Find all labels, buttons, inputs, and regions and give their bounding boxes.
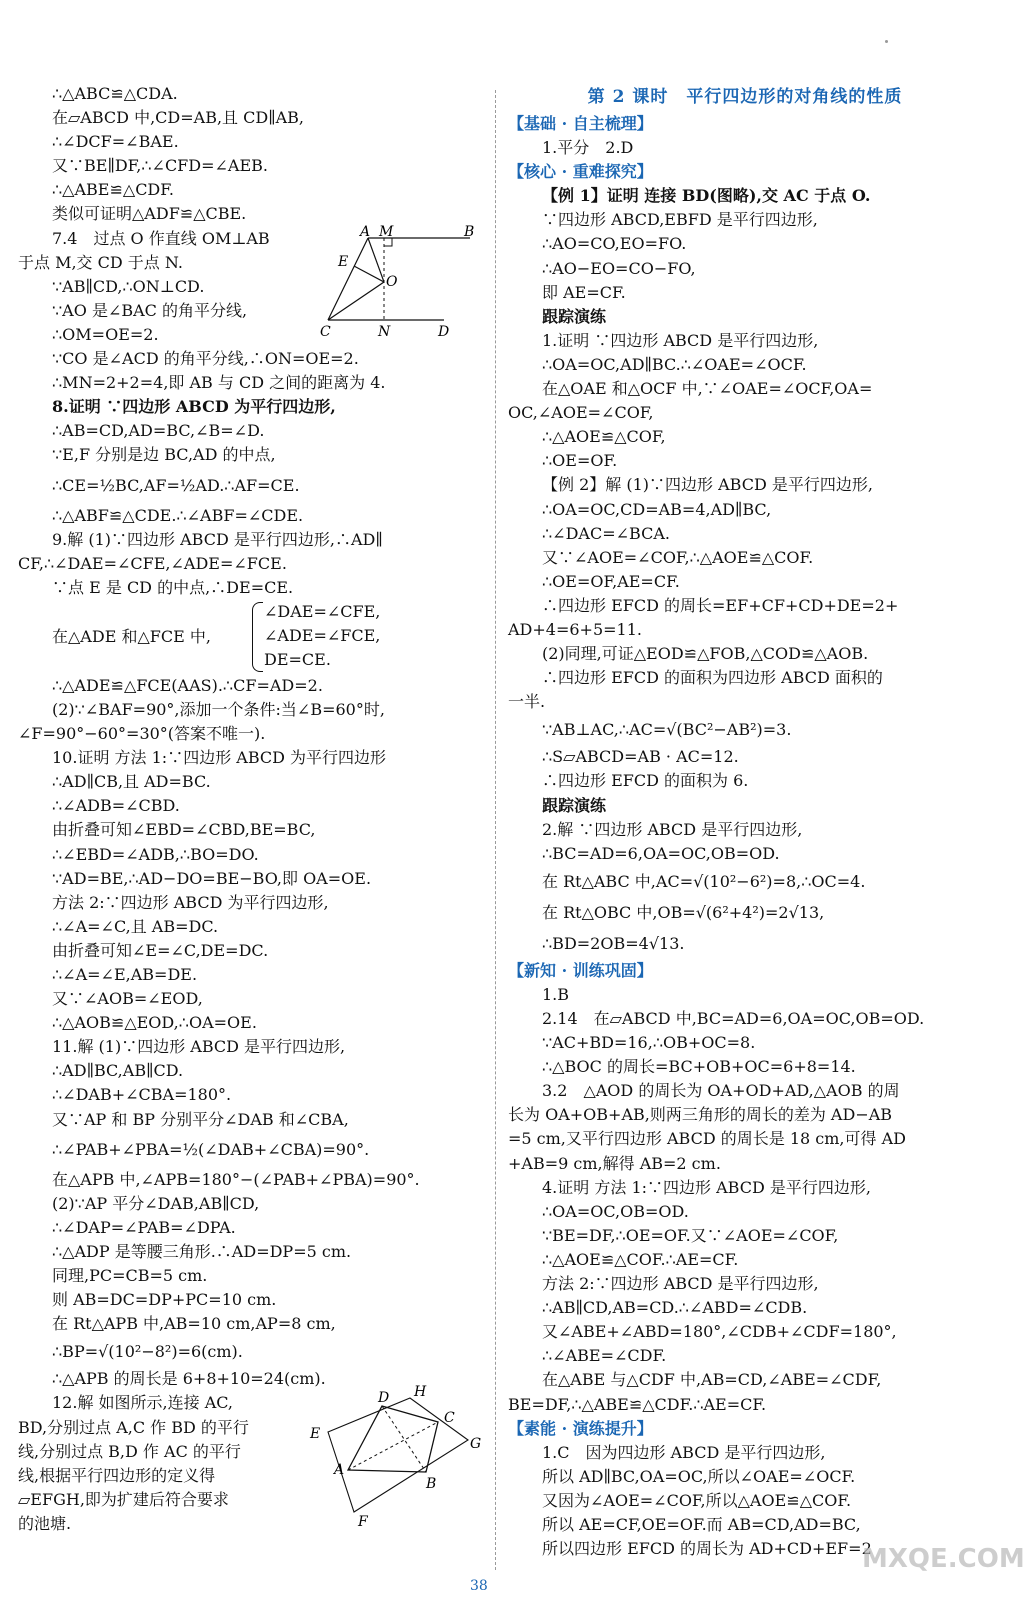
text-line: 线,分别过点 B,D 作 AC 的平行 <box>18 1441 241 1461</box>
section-heading: 【素能 · 演练提升】 <box>508 1418 653 1438</box>
text-line: ∴△AOB≌△EOD,∴OA=OE. <box>52 1013 257 1033</box>
point-label: D <box>438 324 450 340</box>
text-line: ∴AD∥BC,AB∥CD. <box>52 1061 184 1081</box>
text-line: ∴OA=OC,OB=OD. <box>542 1201 689 1221</box>
text-line: 在 Rt△APB 中,AB=10 cm,AP=8 cm, <box>52 1314 336 1334</box>
text-line: ∴∠PAB+∠PBA=½(∠DAB+∠CBA)=90°. <box>52 1139 370 1159</box>
text-line: 2.解 ∵四边形 ABCD 是平行四边形, <box>542 819 803 839</box>
text-line: =5 cm,又平行四边形 ABCD 的周长是 18 cm,可得 AD <box>508 1129 906 1149</box>
point-label: N <box>378 324 391 340</box>
text-line: (2)同理,可证△EOD≌△FOB,△COD≌△AOB. <box>542 644 869 664</box>
text-line: AD+4=6+5=11. <box>508 619 642 639</box>
text-line: ∵AB⊥AC,∴AC=√(BC²−AB²)=3. <box>542 720 792 740</box>
right-column <box>508 82 982 1561</box>
text-line: 所以 AD∥BC,OA=OC,所以∠OAE=∠OCF. <box>542 1466 856 1486</box>
text-line: ∴四边形 EFCD 的周长=EF+CF+CD+DE=2+ <box>542 595 899 615</box>
text-line: ∴∠ADB=∠CBD. <box>52 796 180 816</box>
text-line: ∴CE=½BC,AF=½AD.∴AF=CE. <box>52 475 300 495</box>
text-line: 即 AE=CF. <box>542 282 626 302</box>
text-line: 方法 2:∵四边形 ABCD 是平行四边形, <box>542 1274 819 1294</box>
brace-symbol <box>252 602 263 672</box>
text-line: ∴∠EBD=∠ADB,∴BO=DO. <box>52 844 259 864</box>
point-label: F <box>358 1514 368 1530</box>
text-line: 在▱ABCD 中,CD=AB,且 CD∥AB, <box>52 108 304 128</box>
point-label: E <box>338 254 349 270</box>
text-line: ∵AC+BD=16,∴OB+OC=8. <box>542 1033 756 1053</box>
text-line: 1.B <box>542 984 570 1004</box>
brace-row: DE=CE. <box>264 649 331 669</box>
text-line: ∴OA=OC,AD∥BC.∴∠OAE=∠OCF. <box>542 354 807 374</box>
text-line: +AB=9 cm,解得 AB=2 cm. <box>508 1153 721 1173</box>
text-line: ▱EFGH,即为扩建后符合要求 <box>18 1489 229 1509</box>
text-line: OC,∠AOE=∠COF, <box>508 403 654 423</box>
text-line: ∴MN=2+2=4,即 AB 与 CD 之间的距离为 4. <box>52 373 386 393</box>
text-line: ∴OE=OF. <box>542 451 618 471</box>
example-2-line: 【例 2】解 (1)∵四边形 ABCD 是平行四边形, <box>542 475 873 495</box>
text-line: 方法 2:∵四边形 ABCD 为平行四边形, <box>52 892 329 912</box>
text-line: ∴△APB 的周长是 6+8+10=24(cm). <box>52 1369 326 1389</box>
text-line: ∴BD=2OB=4√13. <box>542 933 685 953</box>
point-label: M <box>379 224 394 240</box>
text-line: ∵四边形 ABCD,EBFD 是平行四边形, <box>542 210 818 230</box>
point-label: B <box>426 1476 437 1492</box>
watermark-logo: MXQE.COM <box>862 1544 1025 1574</box>
text-line: 类似可证明△ADF≌△CBE. <box>52 204 247 224</box>
text-line: 又∵∠AOB=∠EOD, <box>52 989 203 1009</box>
text-line: ∴AB=CD,AD=BC,∠B=∠D. <box>52 421 265 441</box>
figure-problem-7 <box>318 224 488 340</box>
text-line: ∴OE=OF,AE=CF. <box>542 571 680 591</box>
text-line: BE=DF,∴△ABE≌△CDF.∴AE=CF. <box>508 1394 767 1414</box>
point-label: O <box>386 274 398 290</box>
text-line: ∴OA=OC,CD=AB=4,AD∥BC, <box>542 499 772 519</box>
text-line: ∴AO=CO,EO=FO. <box>542 234 687 254</box>
text-line: 则 AB=DC=DP+PC=10 cm. <box>52 1290 277 1310</box>
text-line: 由折叠可知∠EBD=∠CBD,BE=BC, <box>52 820 316 840</box>
text-line: ∵E,F 分别是边 BC,AD 的中点, <box>52 445 276 465</box>
text-line: 的池塘. <box>18 1513 72 1533</box>
text-line: 在△OAE 和△OCF 中,∵∠OAE=∠OCF,OA= <box>542 379 873 399</box>
text-line: ∴∠ABE=∠CDF. <box>542 1346 667 1366</box>
example-1-line: 【例 1】证明 连接 BD(图略),交 AC 于点 O. <box>542 186 871 206</box>
point-label: A <box>360 224 371 240</box>
text-line: ∴∠A=∠C,且 AB=DC. <box>52 916 219 936</box>
point-label: H <box>414 1384 427 1400</box>
text-line: ∴BP=√(10²−8²)=6(cm). <box>52 1342 243 1362</box>
text-line: ∴△ABC≌△CDA. <box>52 84 178 103</box>
problem-10-line: 10.证明 方法 1:∵四边形 ABCD 为平行四边形 <box>52 748 387 768</box>
text-line: 于点 M,交 CD 于点 N. <box>18 252 183 272</box>
lesson-title: 第 2 课时 平行四边形的对角线的性质 <box>587 87 903 107</box>
text-line: ∴四边形 EFCD 的面积为 6. <box>542 771 749 791</box>
column-divider <box>495 90 496 1570</box>
text-line: ∴△AOE≌△COF.∴AE=CF. <box>542 1249 739 1269</box>
text-line: 1.C 因为四边形 ABCD 是平行四边形, <box>542 1442 826 1462</box>
text-line: 在△ABE 与△CDF 中,AB=CD,∠ABE=∠CDF, <box>542 1370 882 1390</box>
practice-heading: 跟踪演练 <box>542 795 607 815</box>
problem-12-line: 12.解 如图所示,连接 AC, <box>52 1393 234 1413</box>
text-line: 长为 OA+OB+AB,则两三角形的周长的差为 AD−AB <box>508 1105 893 1125</box>
text-line: ∴∠DAP=∠PAB=∠DPA. <box>52 1217 236 1237</box>
text-line: ∵CO 是∠ACD 的角平分线,∴ON=OE=2. <box>52 349 359 369</box>
text-line: 线,根据平行四边形的定义得 <box>18 1465 216 1485</box>
problem-11-line: 11.解 (1)∵四边形 ABCD 是平行四边形, <box>52 1037 346 1057</box>
brace-row: ∠DAE=∠CFE, <box>264 601 381 621</box>
text-line: BD,分别过点 A,C 作 BD 的平行 <box>18 1417 249 1437</box>
text-line: 又∵AP 和 BP 分别平分∠DAB 和∠CBA, <box>52 1109 349 1129</box>
text-line: ∵AB∥CD,∴ON⊥CD. <box>52 276 205 296</box>
text-line: ∴∠DAB+∠CBA=180°. <box>52 1085 232 1105</box>
point-label: A <box>334 1462 345 1478</box>
text-line: ∴∠DAC=∠BCA. <box>542 523 670 543</box>
figure-problem-12 <box>306 1384 486 1530</box>
text-line: 又∵BE∥DF,∴∠CFD=∠AEB. <box>52 156 269 176</box>
text-line: 又∠ABE+∠ABD=180°,∠CDB+∠CDF=180°, <box>542 1322 897 1342</box>
text-line: CF,∴∠DAE=∠CFE,∠ADE=∠FCE. <box>18 553 287 573</box>
text-line: 由折叠可知∠E=∠C,DE=DC. <box>52 940 269 960</box>
text-line: ∵AD=BE,∴AD−DO=BE−BO,即 OA=OE. <box>52 868 372 888</box>
point-label: D <box>378 1390 390 1406</box>
text-line: ∴AD∥CB,且 AD=BC. <box>52 772 211 792</box>
text-line: 1.证明 ∵四边形 ABCD 是平行四边形, <box>542 330 819 350</box>
text-line: ∴△ADE≌△FCE(AAS).∴CF=AD=2. <box>52 675 323 695</box>
text-line: ∴OM=OE=2. <box>52 324 159 344</box>
text-line: 所以四边形 EFCD 的周长为 AD+CD+EF=2 <box>542 1539 872 1559</box>
brace-row: ∠ADE=∠FCE, <box>264 625 381 645</box>
page-number: 38 <box>470 1578 488 1594</box>
text-line: 在△APB 中,∠APB=180°−(∠PAB+∠PBA)=90°. <box>52 1169 420 1189</box>
text-line: 所以 AE=CF,OE=OF.而 AB=CD,AD=BC, <box>542 1514 861 1534</box>
problem-9-line: 9.解 (1)∵四边形 ABCD 是平行四边形,∴AD∥ <box>52 529 383 549</box>
text-line: ∴BC=AD=6,OA=OC,OB=OD. <box>542 843 780 863</box>
congruence-conditions <box>18 600 486 674</box>
point-label: C <box>444 1410 455 1426</box>
problem-7-line: 7.4 过点 O 作直线 OM⊥AB <box>52 228 270 248</box>
text-line: ∵AO 是∠BAC 的角平分线, <box>52 300 248 320</box>
section-heading: 【核心 · 重难探究】 <box>508 162 653 182</box>
text-line: 在 Rt△ABC 中,AC=√(10²−6²)=8,∴OC=4. <box>542 871 866 891</box>
section-heading: 【基础 · 自主梳理】 <box>508 114 653 133</box>
point-label: G <box>470 1436 482 1452</box>
text-line: (2)∵AP 平分∠DAB,AB∥CD, <box>52 1193 260 1213</box>
point-label: C <box>320 324 331 340</box>
section-heading: 【新知 · 训练巩固】 <box>508 960 653 980</box>
text-line: ∴四边形 EFCD 的面积为四边形 ABCD 面积的 <box>542 668 883 688</box>
text-line: 又∵∠AOE=∠COF,∴△AOE≌△COF. <box>542 547 814 567</box>
point-label: E <box>310 1426 321 1442</box>
text-line: 4.证明 方法 1:∵四边形 ABCD 是平行四边形, <box>542 1177 871 1197</box>
text-line: ∴AB∥CD,AB=CD.∴∠ABD=∠CDB. <box>542 1298 808 1318</box>
text-line: (2)∵∠BAF=90°,添加一个条件:当∠B=60°时, <box>52 699 385 719</box>
brace-lead: 在△ADE 和△FCE 中, <box>52 626 211 646</box>
text-line: ∵点 E 是 CD 的中点,∴DE=CE. <box>52 577 294 597</box>
text-line: ∴△BOC 的周长=BC+OB+OC=6+8=14. <box>542 1057 856 1077</box>
text-line: 同理,PC=CB=5 cm. <box>52 1266 208 1286</box>
text-line: 又因为∠AOE=∠COF,所以△AOE≌△COF. <box>542 1490 852 1510</box>
text-line: 在 Rt△OBC 中,OB=√(6²+4²)=2√13, <box>542 902 825 922</box>
text-line: ∴△AOE≌△COF, <box>542 427 666 447</box>
text-line: ∴△ABF≌△CDE.∴∠ABF=∠CDE. <box>52 505 304 525</box>
practice-heading: 跟踪演练 <box>542 306 607 326</box>
text-line: 一半. <box>508 692 546 712</box>
text-line: ∴S▱ABCD=AB · AC=12. <box>542 747 739 767</box>
scan-speck <box>885 40 888 43</box>
text-line: ∴∠A=∠E,AB=DE. <box>52 965 198 984</box>
text-line: ∠F=90°−60°=30°(答案不唯一). <box>18 724 266 744</box>
text-line: 1.平分 2.D <box>542 138 634 158</box>
text-line: 3.2 △AOD 的周长为 OA+OD+AD,△AOB 的周 <box>542 1081 900 1101</box>
point-label: B <box>464 224 475 240</box>
text-line: ∴AO−EO=CO−FO, <box>542 258 696 278</box>
text-line: 2.14 在▱ABCD 中,BC=AD=6,OA=OC,OB=OD. <box>542 1009 925 1028</box>
text-line: ∴△ADP 是等腰三角形.∴AD=DP=5 cm. <box>52 1241 352 1261</box>
text-line: ∴∠DCF=∠BAE. <box>52 132 179 152</box>
text-line: ∴△ABE≌△CDF. <box>52 180 174 200</box>
text-line: ∵BE=DF,∴OE=OF.又∵∠AOE=∠COF, <box>542 1225 839 1245</box>
problem-8-line: 8.证明 ∵四边形 ABCD 为平行四边形, <box>52 397 336 417</box>
